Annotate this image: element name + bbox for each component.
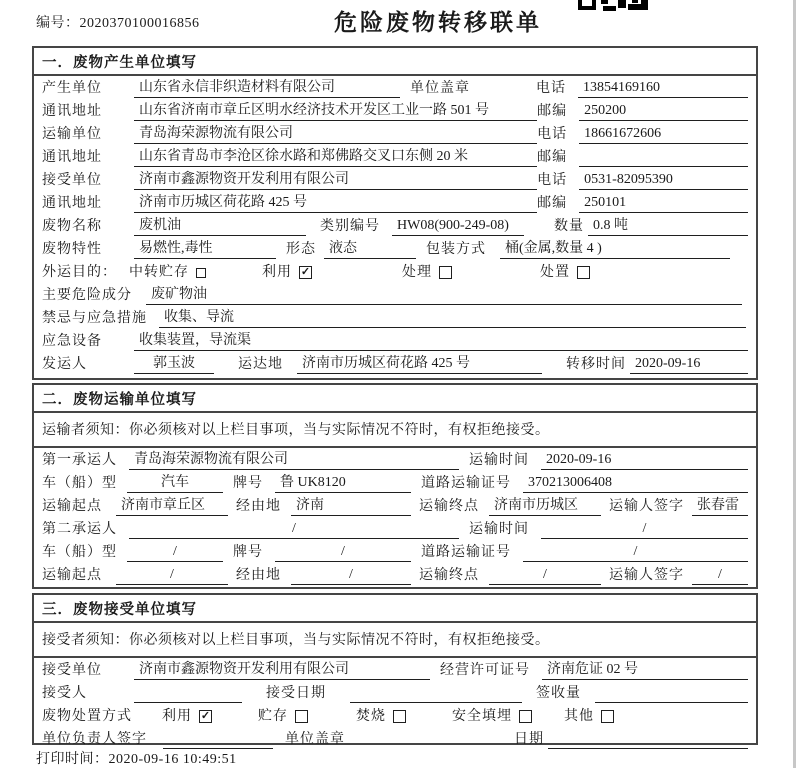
- category-code-label: 类别编号: [320, 219, 380, 234]
- qr-code-fragment: [578, 0, 648, 16]
- origin-label: 运输起点: [42, 499, 102, 514]
- receiver-unit-field: 济南市鑫源物资开发利用有限公司: [134, 170, 537, 190]
- row-accept-person: [34, 682, 756, 705]
- waste-traits-field: 易燃性,毒性: [134, 239, 276, 259]
- option-label: 利用: [162, 709, 192, 724]
- row-emergency-measures: [34, 307, 756, 330]
- disposal-option-incinerate: [356, 705, 406, 726]
- received-amount-field: [595, 684, 748, 703]
- emergency-equipment-label: 应急设备: [42, 334, 102, 349]
- receiver-phone-field: 0531-82095390: [579, 170, 748, 190]
- responsible-signature-field: [163, 730, 273, 749]
- accept-date-label: 接受日期: [266, 686, 326, 701]
- vehicle-type-field: 汽车: [127, 473, 223, 493]
- disposal-option-other: [564, 705, 614, 726]
- checkbox-utilize: [199, 710, 212, 723]
- plate-label: 牌号: [233, 545, 263, 560]
- section-receiver-rows: [34, 658, 756, 753]
- disposal-method-label: 废物处置方式: [42, 709, 132, 724]
- checkbox-transfer-storage: [196, 268, 206, 278]
- row-transport-unit: [34, 123, 756, 146]
- shipper-field: 郭玉波: [134, 354, 214, 374]
- section-receiver: [32, 593, 758, 745]
- receiver-notice: 接受者须知：你必须核对以上栏目事项，当与实际情况不符时，有权拒绝接受。: [34, 623, 756, 658]
- license-field: 济南危证 02 号: [542, 660, 748, 680]
- second-carrier-label: 第二承运人: [42, 522, 117, 537]
- category-code-field: HW08(900-249-08): [392, 216, 524, 236]
- form-state-label: 形态: [286, 242, 316, 257]
- phone-label: 电话: [537, 127, 568, 142]
- row-vehicle-1: [34, 472, 756, 495]
- license-label: 经营许可证号: [440, 663, 530, 678]
- date-field: [548, 730, 748, 749]
- emergency-equipment-field: 收集装置，导流渠: [134, 331, 748, 351]
- purpose-option-transfer-storage: [129, 261, 206, 282]
- accept-unit-label: 接受单位: [42, 663, 102, 678]
- transporter-notice: 运输者须知：你必须核对以上栏目事项，当与实际情况不符时，有权拒绝接受。: [34, 413, 756, 448]
- disposal-option-store: [258, 705, 308, 726]
- option-label: 中转贮存: [129, 265, 189, 280]
- accept-person-label: 接受人: [42, 686, 87, 701]
- plate-label: 牌号: [233, 476, 263, 491]
- plate-field: 鲁 UK8120: [275, 473, 411, 493]
- row-disposal-method: [34, 705, 756, 728]
- row-transport-address: [34, 146, 756, 169]
- print-time-label: 打印时间：: [36, 752, 109, 767]
- terminus-label: 运输终点: [419, 568, 479, 583]
- checkbox-treat: [439, 266, 452, 279]
- origin-field-2: /: [116, 565, 228, 585]
- address-label: 通讯地址: [42, 196, 102, 211]
- receiver-address-field: 济南市历城区荷花路 425 号: [134, 193, 537, 213]
- option-label: 贮存: [258, 709, 288, 724]
- transport-time-field: 2020-09-16: [541, 450, 748, 470]
- carrier-signature-label: 运输人签字: [609, 568, 684, 583]
- row-waste-name: [34, 215, 756, 238]
- via-field-2: /: [291, 565, 411, 585]
- waste-name-label: 废物名称: [42, 219, 102, 234]
- purpose-option-treat: [402, 261, 452, 282]
- carrier-signature-field: 张春雷: [692, 496, 748, 516]
- quantity-field: 0.8 吨: [588, 216, 748, 236]
- date-label: 日期: [514, 732, 544, 747]
- section-transporter-title: 二．废物运输单位填写: [34, 385, 756, 413]
- option-label: 焚烧: [356, 709, 386, 724]
- accept-date-field: [350, 684, 522, 703]
- row-accept-unit: [34, 659, 756, 682]
- vehicle-type-label: 车（船）型: [42, 476, 117, 491]
- transport-time-field-2: /: [541, 519, 748, 539]
- option-label: 处理: [402, 265, 432, 280]
- address-label: 通讯地址: [42, 150, 102, 165]
- via-label: 经由地: [236, 499, 281, 514]
- check-mark: ✓: [300, 266, 311, 278]
- row-shipper: [34, 353, 756, 376]
- zip-label: 邮编: [537, 150, 568, 165]
- terminus-label: 运输终点: [419, 499, 479, 514]
- phone-label: 电话: [536, 81, 566, 96]
- print-time: [36, 748, 237, 768]
- section-transporter-rows: [34, 448, 756, 589]
- row-receiver-unit: [34, 169, 756, 192]
- carrier-signature-label: 运输人签字: [609, 499, 684, 514]
- transport-unit-field: 青岛海荣源物流有限公司: [134, 124, 537, 144]
- destination-field: 济南市历城区荷花路 425 号: [297, 354, 542, 374]
- unit-seal-label: 单位盖章: [410, 81, 470, 96]
- unit-seal-label: 单位盖章: [285, 732, 345, 747]
- terminus-field-2: /: [489, 565, 601, 585]
- serial-value: 2020370100016856: [79, 16, 200, 31]
- form-state-field: 液态: [324, 239, 416, 259]
- purpose-option-utilize: [262, 261, 312, 282]
- row-route-1: [34, 495, 756, 518]
- via-label: 经由地: [236, 568, 281, 583]
- via-field: 济南: [291, 496, 411, 516]
- phone-label: 电话: [537, 173, 568, 188]
- emergency-measures-label: 禁忌与应急措施: [42, 311, 147, 326]
- transport-unit-label: 运输单位: [42, 127, 102, 142]
- receiver-zip-field: 250101: [579, 193, 748, 213]
- road-permit-field-2: /: [523, 542, 748, 562]
- checkbox-landfill: [519, 710, 532, 723]
- road-permit-label: 道路运输证号: [421, 545, 511, 560]
- row-receiver-address: [34, 192, 756, 215]
- row-first-carrier: [34, 449, 756, 472]
- second-carrier-field: /: [129, 519, 459, 539]
- carrier-signature-field-2: /: [692, 565, 748, 585]
- address-label: 通讯地址: [42, 104, 102, 119]
- quantity-label: 数量: [554, 219, 584, 234]
- hazard-components-field: 废矿物油: [146, 285, 742, 305]
- origin-field: 济南市章丘区: [116, 496, 228, 516]
- terminus-field: 济南市历城区: [489, 496, 601, 516]
- producer-unit-label: 产生单位: [42, 81, 102, 96]
- vehicle-type-label: 车（船）型: [42, 545, 117, 560]
- section-transporter: [32, 383, 758, 589]
- shipper-label: 发运人: [42, 357, 87, 372]
- origin-label: 运输起点: [42, 568, 102, 583]
- first-carrier-field: 青岛海荣源物流有限公司: [129, 450, 459, 470]
- accept-person-field: [134, 684, 242, 703]
- plate-field-2: /: [275, 542, 411, 562]
- section-producer: [32, 46, 758, 380]
- option-label: 安全填埋: [452, 709, 512, 724]
- section-producer-title: 一．废物产生单位填写: [34, 48, 756, 76]
- option-label: 其他: [564, 709, 594, 724]
- page-title: 危险废物转移联单: [334, 10, 542, 35]
- transport-zip-field: [579, 148, 748, 167]
- row-waste-traits: [34, 238, 756, 261]
- transport-address-field: 山东省青岛市李沧区徐水路和郑佛路交叉口东侧 20 米: [134, 147, 537, 167]
- option-label: 处置: [540, 265, 570, 280]
- waste-traits-label: 废物特性: [42, 242, 102, 257]
- hazard-components-label: 主要危险成分: [42, 288, 132, 303]
- transport-time-label: 运输时间: [469, 522, 529, 537]
- disposal-option-utilize: [162, 705, 212, 726]
- responsible-signature-label: 单位负责人签字: [42, 732, 147, 747]
- checkbox-dispose: [577, 266, 590, 279]
- check-mark: ✓: [200, 710, 211, 722]
- waste-name-field: 废机油: [134, 216, 306, 236]
- transport-time-label: 运输时间: [469, 453, 529, 468]
- producer-address-field: 山东省济南市章丘区明水经济技术开发区工业一路 501 号: [134, 101, 537, 121]
- destination-label: 运达地: [238, 357, 283, 372]
- section-producer-rows: [34, 76, 756, 378]
- row-emergency-equipment: [34, 330, 756, 353]
- vehicle-type-field-2: /: [127, 542, 223, 562]
- section-receiver-title: 三．废物接受单位填写: [34, 595, 756, 623]
- row-vehicle-2: [34, 541, 756, 564]
- serial-number: [36, 12, 200, 32]
- print-time-value: 2020-09-16 10:49:51: [108, 752, 237, 767]
- purpose-label: 外运目的：: [42, 265, 117, 280]
- road-permit-field: 370213006408: [523, 473, 748, 493]
- first-carrier-label: 第一承运人: [42, 453, 117, 468]
- checkbox-store: [295, 710, 308, 723]
- row-second-carrier: [34, 518, 756, 541]
- row-hazard-components: [34, 284, 756, 307]
- disposal-option-landfill: [452, 705, 532, 726]
- transfer-date-label: 转移时间: [566, 357, 626, 372]
- row-outbound-purpose: [34, 261, 756, 284]
- producer-zip-field: 250200: [579, 101, 748, 121]
- producer-phone-field: 13854169160: [578, 78, 748, 98]
- checkbox-incinerate: [393, 710, 406, 723]
- producer-unit-field: 山东省永信非织造材料有限公司: [134, 78, 400, 98]
- transfer-date-field: 2020-09-16: [630, 354, 748, 374]
- row-route-2: [34, 564, 756, 587]
- road-permit-label: 道路运输证号: [421, 476, 511, 491]
- emergency-measures-field: 收集、导流: [159, 308, 746, 328]
- serial-label: 编号：: [36, 16, 80, 31]
- packing-field: 桶(金属,数量 4 ): [500, 239, 730, 259]
- checkbox-utilize: [299, 266, 312, 279]
- checkbox-other: [601, 710, 614, 723]
- transport-phone-field: 18661672606: [579, 124, 748, 144]
- purpose-option-dispose: [540, 261, 590, 282]
- received-amount-label: 签收量: [536, 686, 581, 701]
- option-label: 利用: [262, 265, 292, 280]
- row-producer-unit: [34, 77, 756, 100]
- accept-unit-field: 济南市鑫源物资开发利用有限公司: [134, 660, 430, 680]
- zip-label: 邮编: [537, 104, 568, 119]
- qr-code-fragment-svg: [578, 0, 648, 11]
- packing-label: 包装方式: [426, 242, 486, 257]
- row-producer-address: [34, 100, 756, 123]
- receiver-unit-label: 接受单位: [42, 173, 102, 188]
- zip-label: 邮编: [537, 196, 568, 211]
